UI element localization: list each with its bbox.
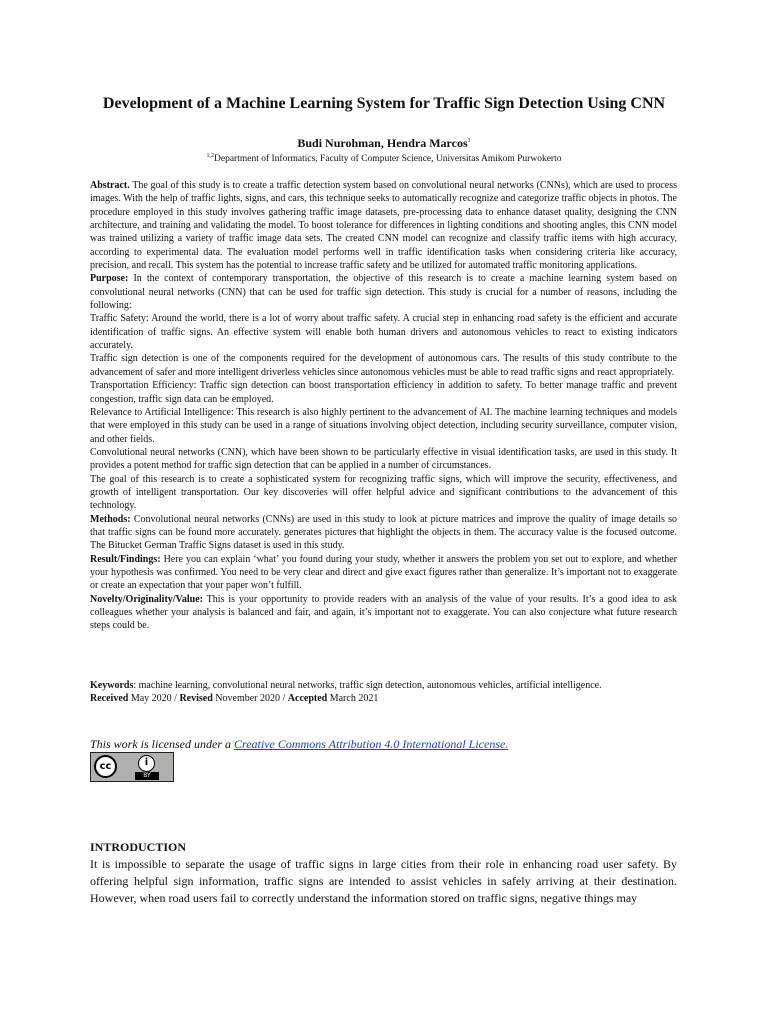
keywords-label: Keywords (90, 680, 134, 691)
accepted-date: March 2021 (327, 693, 379, 704)
abstract-paragraph (90, 179, 677, 272)
methods-paragraph (90, 513, 677, 553)
purpose-point: Convolutional neural networks (CNN), which have been shown to be particularly effective in visual identification tasks, are used in this study. It provides a potent method for traffic sign detection that can be applied in a number of circumstances. (90, 446, 677, 472)
license-statement (90, 737, 677, 752)
introduction-body (90, 856, 677, 908)
results-label: Result/Findings: (90, 553, 161, 565)
purpose-point: Traffic sign detection is one of the components required for the development of autonomous cars. The results of this study contribute to the advancement of safer and more intelligent driverless vehicles since autonomous vehicles must be able to read traffic signs and react appropriately. (90, 353, 677, 378)
purpose-point: Relevance to Artificial Intelligence: This research is also highly pertinent to the advancement of AI. The machine learning techniques and models that were employed in this study can be used in a range of situations involving object detection, including security surveillance, computer vision, and other fields. (90, 406, 677, 445)
revised-date: November 2020 / (212, 693, 288, 704)
keywords-line (90, 679, 677, 692)
introduction-paragraph: It is impossible to separate the usage of traffic signs in large cities from their role in enhancing road user safety. By offering helpful sign information, traffic signs are intended to assist vehicles in safely arriving at their destination. However, when road users fail to correctly understand the information stored on traffic signs, negative things may (90, 857, 677, 906)
license-prefix: This work is licensed under a (90, 737, 234, 751)
purpose-point: Traffic Safety: Around the world, there is a lot of worry about traffic safety. A crucial step in enhancing road safety is the efficient and accurate identification of traffic signs. An effective system will enable both human drivers and autonomous vehicles to react to existing indicators accurately. (90, 313, 677, 352)
abstract-label: Abstract. (90, 180, 130, 191)
by-label: BY (135, 772, 159, 780)
novelty-text: This is your opportunity to provide readers with an analysis of the value of your results. It’s a good idea to ask colleagues whether your analysis is balanced and fair, and again, it’s important not to exaggerate. You can also conjecture what future research steps could be. (90, 593, 677, 632)
paper-title: Development of a Machine Learning System for Traffic Sign Detection Using CNN (102, 95, 666, 112)
abstract-text: The goal of this study is to create a traffic detection system based on convolutional neural networks (CNNs), which are used to process images. With the help of traffic lights, signs, and cars, this technique seeks to automatically recognize and categorize traffic objects in photos. The procedure employed in this study involves gathering traffic image datasets, pre-processing data to enhance dataset quality, designing the CNN architecture, and training and validating the model. To boost tolerance for differences in lighting conditions and shooting angles, this CNN model was trained utilizing a variety of traffic image data sets. The created CNN model can recognize and classify traffic items with high accuracy, according to experimental data. The evaluation model performs well in traffic identification tasks when considering criteria like accuracy, precision, and recall. This system has the potential to increase traffic safety and be utilized for automated traffic monitoring applications. (90, 180, 677, 272)
purpose-text: In the context of contemporary transportation, the objective of this research is to create a machine learning system based on convolutional neural networks (CNN) that can be used for traffic sign detection. This study is crucial for a number of reasons, including the following: (90, 273, 677, 312)
received-date: May 2020 / (128, 693, 180, 704)
affiliation-line (80, 150, 688, 165)
results-paragraph (90, 553, 677, 593)
keywords-block (90, 679, 677, 705)
abstract-block (90, 179, 677, 633)
dates-line (90, 692, 677, 705)
novelty-label: Novelty/Originality/Value: (90, 593, 203, 605)
affiliation-mark: 1,2 (206, 153, 215, 159)
purpose-point: The goal of this research is to create a sophisticated system for recognizing traffic signs, which will improve the security, effectiveness, and growth of intelligent transportation. Our key discoveries will offer helpful advice and significant contributions to the advancement of this technology. (90, 473, 677, 512)
methods-text: Convolutional neural networks (CNNs) are used in this study to look at picture matrices and improve the quality of image details so that traffic signs can be found more accurately. generates pictures that highlight the objects in them. The accuracy value is the focused outcome. The Bitucket German Traffic Signs dataset is used in this study. (90, 513, 677, 552)
purpose-point: Transportation Efficiency: Traffic sign detection can boost transportation efficiency in addition to safety. To better manage traffic and prevent congestion, traffic sign data can be employed. (90, 380, 677, 405)
license-link[interactable]: Creative Commons Attribution 4.0 International License. (234, 737, 509, 751)
received-label: Received (90, 693, 129, 704)
attribution-person-icon: i (138, 755, 155, 772)
by-strip (123, 753, 173, 781)
novelty-paragraph (90, 593, 677, 633)
results-text: Here you can explain ‘what’ you found during your study, whether it answers the problem you set out to explore, and whether your hypothesis was confirmed. You need to be very clear and direct and give exact figures rather than generalize. It’s important not to exaggerate or create an expectation that your paper won’t fulfill. (90, 553, 677, 592)
author-mark: 1 (467, 138, 471, 144)
purpose-paragraph (90, 272, 677, 312)
methods-label: Methods: (90, 513, 131, 525)
accepted-label: Accepted (287, 693, 328, 704)
introduction-heading: INTRODUCTION (90, 840, 187, 854)
author-names: Budi Nurohman, Hendra Marcos (297, 136, 468, 150)
revised-label: Revised (179, 693, 213, 704)
cc-circle-icon: cc (94, 755, 117, 778)
affiliation-text: Department of Informatics, Faculty of Computer Science, Universitas Amikom Purwokerto (214, 154, 562, 165)
creative-commons-by-icon[interactable] (90, 752, 174, 782)
keywords-text: : machine learning, convolutional neural networks, traffic sign detection, autonomous vehicles, artificial intelligence. (133, 680, 602, 691)
purpose-label: Purpose: (90, 273, 129, 285)
author-line (80, 134, 688, 151)
